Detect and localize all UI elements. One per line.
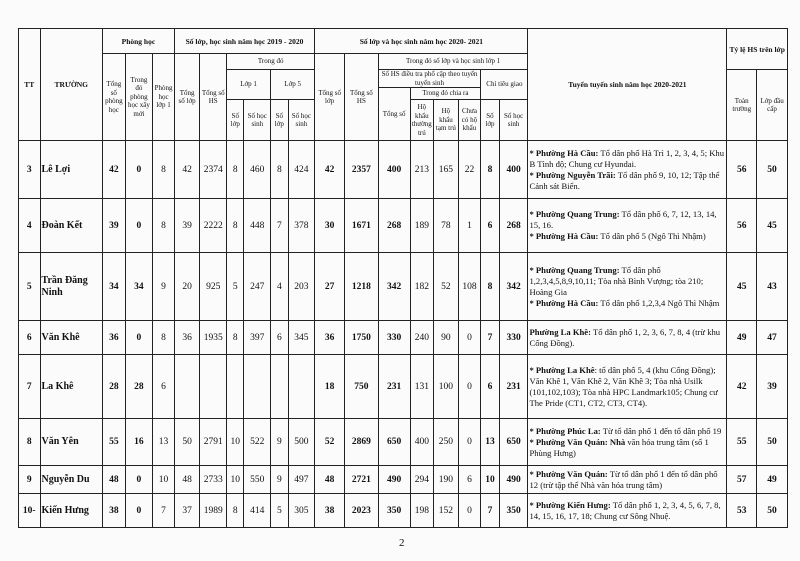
thuong-tru: 240 bbox=[410, 321, 434, 355]
chua-ho-khau: 0 bbox=[458, 419, 481, 466]
lop5-so-lop: 9 bbox=[271, 466, 288, 494]
lop1-so-hs: 460 bbox=[244, 141, 271, 199]
header-lop5-so-hs: Số học sinh bbox=[288, 100, 315, 141]
tong-lop-2020: 27 bbox=[315, 253, 345, 321]
chi-tieu-so-lop: 7 bbox=[481, 494, 499, 528]
ward-name: * Phường Kiến Hưng: bbox=[529, 499, 611, 510]
tong-phong-hoc: 42 bbox=[103, 141, 126, 199]
table-row bbox=[19, 253, 788, 321]
ward-detail: Tổ dân phố Hà Trì 1, 2, 3, 4, 5; Khu B Tình độ; Chung cư Hyundai. bbox=[529, 147, 725, 169]
thuong-tru: 400 bbox=[410, 419, 434, 466]
ward-detail: Tổ dân phố 9, 10, 12; Tập thể Cảnh sát Biển. bbox=[529, 169, 720, 191]
thuong-tru: 213 bbox=[410, 141, 434, 199]
ty-le-dau-cap: 50 bbox=[757, 141, 788, 199]
tong-phong-hoc: 34 bbox=[103, 253, 126, 321]
school-name: Kiến Hưng bbox=[40, 494, 103, 528]
tong-lop-2019: 36 bbox=[174, 321, 200, 355]
header-ct-so-hs: Số học sinh bbox=[499, 100, 528, 141]
tong-hs-2020: 2357 bbox=[344, 141, 378, 199]
phong-hoc-lop1: 8 bbox=[153, 321, 175, 355]
ward-detail: Tổ dân phố 5 (Ngô Thì Nhậm) bbox=[598, 231, 706, 241]
lop5-so-lop: 7 bbox=[271, 199, 288, 253]
table-row bbox=[19, 141, 788, 199]
chi-tieu-so-lop: 10 bbox=[481, 466, 499, 494]
ward-detail: văn hóa trung tâm (số 1 Phùng Hưng) bbox=[529, 436, 709, 458]
tong-lop-2019: 42 bbox=[174, 141, 200, 199]
phong-hoc-lop1: 8 bbox=[153, 199, 175, 253]
lop5-so-hs: 305 bbox=[288, 494, 315, 528]
ty-le-dau-cap: 49 bbox=[757, 466, 788, 494]
lop5-so-lop: 6 bbox=[271, 321, 288, 355]
tong-phong-hoc: 36 bbox=[103, 321, 126, 355]
header-lop1-so-lop: Số lớp bbox=[227, 100, 244, 141]
tuyen-sinh-area bbox=[528, 321, 727, 355]
tong-lop-2020: 52 bbox=[315, 419, 345, 466]
tam-tru: 78 bbox=[434, 199, 459, 253]
ward-name: * Phường Hà Cầu: bbox=[529, 147, 599, 158]
dieu-tra-tong-so: 268 bbox=[378, 199, 410, 253]
dieu-tra-tong-so: 330 bbox=[378, 321, 410, 355]
tong-lop-2020: 42 bbox=[315, 141, 345, 199]
school-name: La Khê bbox=[40, 355, 103, 419]
dieu-tra-tong-so: 231 bbox=[378, 355, 410, 419]
lop1-so-lop bbox=[227, 355, 244, 419]
header-tong-so-hs-2020: Tổng số HS bbox=[344, 54, 378, 141]
header-trong-do: Trong đó bbox=[227, 54, 315, 70]
ward-detail: Tổ dân phố 1,2,3,4,5,8,9,10,11; Tòa nhà Bình Vượng; tòa 210; Hoàng Gia bbox=[529, 264, 704, 297]
header-tuyen-sinh: Tuyển tuyển sinh năm học 2020-2021 bbox=[528, 29, 727, 141]
tong-lop-2019: 20 bbox=[174, 253, 200, 321]
phong-xay-moi: 0 bbox=[125, 199, 153, 253]
chi-tieu-so-lop: 6 bbox=[481, 199, 499, 253]
school-table bbox=[18, 28, 788, 528]
school-name: Nguyễn Du bbox=[40, 466, 103, 494]
phong-hoc-lop1: 7 bbox=[153, 494, 175, 528]
header-ty-le: Tỷ lệ HS trên lớp bbox=[727, 29, 788, 70]
lop5-so-hs: 378 bbox=[288, 199, 315, 253]
lop1-so-lop: 10 bbox=[227, 466, 244, 494]
tong-hs-2020: 1750 bbox=[344, 321, 378, 355]
row-number: 6 bbox=[19, 321, 41, 355]
table-row bbox=[19, 355, 788, 419]
phong-xay-moi: 16 bbox=[125, 419, 153, 466]
header-tt: TT bbox=[19, 29, 41, 141]
lop5-so-hs bbox=[288, 355, 315, 419]
lop5-so-hs: 500 bbox=[288, 419, 315, 466]
ward-name: * Phường Nguyễn Trãi: bbox=[529, 169, 616, 180]
ward-name: * Phường Quang Trung: bbox=[529, 209, 620, 219]
phong-xay-moi: 0 bbox=[125, 141, 153, 199]
chi-tieu-so-lop: 13 bbox=[481, 419, 499, 466]
row-number: 9 bbox=[19, 466, 41, 494]
header-dieu-tra: Số HS điều tra phổ cập theo tuyến tuyển sinh bbox=[378, 70, 480, 88]
phong-hoc-lop1: 8 bbox=[153, 141, 175, 199]
phong-xay-moi: 0 bbox=[125, 466, 153, 494]
chi-tieu-so-hs: 350 bbox=[499, 494, 528, 528]
ward-detail: Từ tổ dân phố 1 đến tổ dân phố 12 (trừ tập thể Nhà văn hóa trung tâm) bbox=[529, 468, 718, 490]
header-phong-lop1: Phòng học lớp 1 bbox=[153, 54, 175, 141]
header-toan-truong: Toàn trường bbox=[727, 70, 757, 141]
header-phong-hoc: Phòng học bbox=[103, 29, 175, 54]
phong-xay-moi: 0 bbox=[125, 494, 153, 528]
tuyen-sinh-area bbox=[528, 419, 727, 466]
chi-tieu-so-hs: 490 bbox=[499, 466, 528, 494]
lop1-so-lop: 10 bbox=[227, 419, 244, 466]
thuong-tru: 189 bbox=[410, 199, 434, 253]
chua-ho-khau: 0 bbox=[458, 494, 481, 528]
tong-hs-2020: 2721 bbox=[344, 466, 378, 494]
tong-hs-2019: 2791 bbox=[200, 419, 227, 466]
tong-phong-hoc: 39 bbox=[103, 199, 126, 253]
header-lop1: Lớp 1 bbox=[227, 70, 271, 100]
ty-le-toan-truong: 57 bbox=[727, 466, 757, 494]
chi-tieu-so-hs: 330 bbox=[499, 321, 528, 355]
tam-tru: 250 bbox=[434, 419, 459, 466]
phong-hoc-lop1: 13 bbox=[153, 419, 175, 466]
tong-lop-2020: 38 bbox=[315, 494, 345, 528]
tong-hs-2019: 2374 bbox=[200, 141, 227, 199]
tong-phong-hoc: 28 bbox=[103, 355, 126, 419]
ward-detail: Tổ dân phố 1, 2, 3, 4, 5, 6, 7, 8, 14, 15, 16, 17, 18; Chung cư Sông Nhuệ. bbox=[529, 499, 721, 521]
dieu-tra-tong-so: 350 bbox=[378, 494, 410, 528]
tam-tru: 165 bbox=[434, 141, 459, 199]
table-row bbox=[19, 466, 788, 494]
lop1-so-hs: 414 bbox=[244, 494, 271, 528]
chi-tieu-so-hs: 268 bbox=[499, 199, 528, 253]
lop5-so-hs: 203 bbox=[288, 253, 315, 321]
ward-detail: Tổ dân phố 6, 7, 12, 13, 14, 15, 16. bbox=[529, 209, 717, 230]
ward-name: * Phường Quang Trung: bbox=[529, 264, 620, 275]
phong-hoc-lop1: 6 bbox=[153, 355, 175, 419]
header-nam-hoc-2020: Số lớp và học sinh năm học 2020- 2021 bbox=[315, 29, 528, 54]
ward-name: * Phường Hà Cầu: bbox=[529, 231, 599, 241]
lop1-so-hs bbox=[244, 355, 271, 419]
ward-name: * Phường Văn Quán: Nhà bbox=[529, 436, 626, 447]
tong-phong-hoc: 38 bbox=[103, 494, 126, 528]
header-tong-so-hs-2019: Tổng số HS bbox=[200, 54, 227, 141]
school-name: Văn Khê bbox=[40, 321, 103, 355]
phong-xay-moi: 28 bbox=[125, 355, 153, 419]
phong-hoc-lop1: 9 bbox=[153, 253, 175, 321]
tong-lop-2019 bbox=[174, 355, 200, 419]
chua-ho-khau: 1 bbox=[458, 199, 481, 253]
header-lop5-so-lop: Số lớp bbox=[271, 100, 288, 141]
tuyen-sinh-area bbox=[528, 355, 727, 419]
ty-le-toan-truong: 53 bbox=[727, 494, 757, 528]
tong-hs-2020: 2869 bbox=[344, 419, 378, 466]
lop1-so-hs: 522 bbox=[244, 419, 271, 466]
header-truong: TRƯỜNG bbox=[40, 29, 103, 141]
chua-ho-khau: 0 bbox=[458, 355, 481, 419]
header-chia-ra: Trong đó chia ra bbox=[410, 88, 481, 100]
school-name: Đoàn Kết bbox=[40, 199, 103, 253]
tong-hs-2020: 2023 bbox=[344, 494, 378, 528]
tuyen-sinh-area bbox=[528, 494, 727, 528]
lop5-so-lop: 9 bbox=[271, 419, 288, 466]
header-tong-so-lop-2020: Tổng số lớp bbox=[315, 54, 345, 141]
tong-hs-2019: 1935 bbox=[200, 321, 227, 355]
lop1-so-lop: 8 bbox=[227, 321, 244, 355]
ty-le-toan-truong: 45 bbox=[727, 253, 757, 321]
ty-le-dau-cap: 39 bbox=[757, 355, 788, 419]
tong-hs-2019 bbox=[200, 355, 227, 419]
tam-tru: 190 bbox=[434, 466, 459, 494]
header-lop5: Lớp 5 bbox=[271, 70, 315, 100]
lop5-so-lop bbox=[271, 355, 288, 419]
tong-lop-2020: 30 bbox=[315, 199, 345, 253]
thuong-tru: 182 bbox=[410, 253, 434, 321]
header-nam-hoc-2019: Số lớp, học sinh năm học 2019 - 2020 bbox=[174, 29, 314, 54]
dieu-tra-tong-so: 400 bbox=[378, 141, 410, 199]
chi-tieu-so-lop: 8 bbox=[481, 253, 499, 321]
lop1-so-hs: 397 bbox=[244, 321, 271, 355]
chi-tieu-so-lop: 8 bbox=[481, 141, 499, 199]
ty-le-toan-truong: 55 bbox=[727, 419, 757, 466]
tong-hs-2020: 750 bbox=[344, 355, 378, 419]
header-trong-do-lop1: Trong đó số lớp và học sinh lớp 1 bbox=[378, 54, 528, 70]
ty-le-toan-truong: 56 bbox=[727, 141, 757, 199]
header-tong-so: Tổng số bbox=[378, 88, 410, 141]
chua-ho-khau: 108 bbox=[458, 253, 481, 321]
chua-ho-khau: 22 bbox=[458, 141, 481, 199]
ward-name: * Phường Phúc La: bbox=[529, 425, 601, 436]
lop1-so-hs: 247 bbox=[244, 253, 271, 321]
ty-le-toan-truong: 49 bbox=[727, 321, 757, 355]
tong-phong-hoc: 55 bbox=[103, 419, 126, 466]
chi-tieu-so-lop: 7 bbox=[481, 321, 499, 355]
chi-tieu-so-hs: 650 bbox=[499, 419, 528, 466]
lop5-so-lop: 8 bbox=[271, 141, 288, 199]
tuyen-sinh-area bbox=[528, 466, 727, 494]
header-chua-ho-khau: Chưa có hộ khẩu bbox=[458, 100, 481, 141]
header-lop-dau-cap: Lớp đầu cấp bbox=[757, 70, 788, 141]
row-number: 5 bbox=[19, 253, 41, 321]
ward-name: * Phường La Khê bbox=[529, 364, 595, 375]
ty-le-dau-cap: 50 bbox=[757, 419, 788, 466]
row-number: 4 bbox=[19, 199, 41, 253]
school-name: Lê Lợi bbox=[40, 141, 103, 199]
header-lop1-so-hs: Số học sinh bbox=[244, 100, 271, 141]
ty-le-dau-cap: 47 bbox=[757, 321, 788, 355]
ward-detail: : tổ dân phố 5, 4 (khu Cống Đồng); Văn Khê 1, Văn Khê 2, Văn Khê 3; Tòa nhà Usilk (101,102,103); Tòa nhà HPC Landmark105; Chung cư The Pride (CT1, CT2, CT3, CT4). bbox=[529, 364, 718, 408]
lop5-so-hs: 497 bbox=[288, 466, 315, 494]
tuyen-sinh-area bbox=[528, 141, 727, 199]
chi-tieu-so-hs: 231 bbox=[499, 355, 528, 419]
header-tam-tru: Hộ khẩu tạm trú bbox=[434, 100, 459, 141]
dieu-tra-tong-so: 342 bbox=[378, 253, 410, 321]
ward-name: * Phường Văn Quán: bbox=[529, 468, 608, 479]
phong-hoc-lop1: 10 bbox=[153, 466, 175, 494]
phong-xay-moi: 0 bbox=[125, 321, 153, 355]
table-row bbox=[19, 321, 788, 355]
thuong-tru: 294 bbox=[410, 466, 434, 494]
tam-tru: 152 bbox=[434, 494, 459, 528]
dieu-tra-tong-so: 490 bbox=[378, 466, 410, 494]
tong-phong-hoc: 48 bbox=[103, 466, 126, 494]
table-row bbox=[19, 199, 788, 253]
lop1-so-lop: 8 bbox=[227, 141, 244, 199]
chua-ho-khau: 0 bbox=[458, 321, 481, 355]
chi-tieu-so-hs: 400 bbox=[499, 141, 528, 199]
tong-hs-2019: 1989 bbox=[200, 494, 227, 528]
tong-hs-2019: 925 bbox=[200, 253, 227, 321]
school-name: Văn Yên bbox=[40, 419, 103, 466]
tong-lop-2020: 36 bbox=[315, 321, 345, 355]
thuong-tru: 131 bbox=[410, 355, 434, 419]
header-thuong-tru: Hộ khẩu thường trú bbox=[410, 100, 434, 141]
lop1-so-lop: 8 bbox=[227, 494, 244, 528]
ward-name: * Phường Hà Cầu: bbox=[529, 297, 599, 308]
tong-lop-2019: 37 bbox=[174, 494, 200, 528]
row-number: 10- bbox=[19, 494, 41, 528]
header-xay-moi: Trong đó phòng học xây mới bbox=[125, 54, 153, 141]
tuyen-sinh-area bbox=[528, 199, 727, 253]
ward-detail: Tổ dân phố 1,2,3,4 Ngô Thì Nhậm bbox=[598, 297, 720, 308]
table-row bbox=[19, 494, 788, 528]
tong-hs-2020: 1671 bbox=[344, 199, 378, 253]
row-number: 3 bbox=[19, 141, 41, 199]
tuyen-sinh-area bbox=[528, 253, 727, 321]
tong-lop-2020: 48 bbox=[315, 466, 345, 494]
header-tong-so-phong-hoc: Tổng số phòng học bbox=[103, 54, 126, 141]
ty-le-dau-cap: 43 bbox=[757, 253, 788, 321]
tong-hs-2019: 2733 bbox=[200, 466, 227, 494]
table-body bbox=[19, 141, 788, 528]
lop1-so-hs: 448 bbox=[244, 199, 271, 253]
tong-lop-2019: 39 bbox=[174, 199, 200, 253]
header-tong-so-lop-2019: Tổng số lớp bbox=[174, 54, 200, 141]
lop5-so-lop: 5 bbox=[271, 494, 288, 528]
dieu-tra-tong-so: 650 bbox=[378, 419, 410, 466]
ward-detail: Từ tổ dân phố 1 đến tổ dân phố 19 bbox=[600, 425, 722, 436]
tam-tru: 52 bbox=[434, 253, 459, 321]
tong-lop-2020: 18 bbox=[315, 355, 345, 419]
tong-hs-2020: 1218 bbox=[344, 253, 378, 321]
lop1-so-lop: 8 bbox=[227, 199, 244, 253]
tam-tru: 90 bbox=[434, 321, 459, 355]
header-chi-tieu: Chỉ tiêu giao bbox=[481, 70, 528, 100]
chi-tieu-so-hs: 342 bbox=[499, 253, 528, 321]
row-number: 7 bbox=[19, 355, 41, 419]
ty-le-dau-cap: 50 bbox=[757, 494, 788, 528]
tam-tru: 100 bbox=[434, 355, 459, 419]
ty-le-dau-cap: 45 bbox=[757, 199, 788, 253]
header-ct-so-lop: Số lớp bbox=[481, 100, 499, 141]
thuong-tru: 198 bbox=[410, 494, 434, 528]
page-number: 2 bbox=[399, 537, 405, 549]
chua-ho-khau: 6 bbox=[458, 466, 481, 494]
ty-le-toan-truong: 56 bbox=[727, 199, 757, 253]
ward-name: Phường La Khê: bbox=[529, 326, 591, 337]
row-number: 8 bbox=[19, 419, 41, 466]
ward-detail: Tổ dân phố 1, 2, 3, 6, 7, 8, 4 (trừ khu Cống Đồng). bbox=[529, 326, 721, 348]
lop5-so-lop: 4 bbox=[271, 253, 288, 321]
chi-tieu-so-lop: 6 bbox=[481, 355, 499, 419]
lop5-so-hs: 345 bbox=[288, 321, 315, 355]
tong-lop-2019: 50 bbox=[174, 419, 200, 466]
school-name: Trần Đăng Ninh bbox=[40, 253, 103, 321]
tong-hs-2019: 2222 bbox=[200, 199, 227, 253]
lop5-so-hs: 424 bbox=[288, 141, 315, 199]
lop1-so-lop: 5 bbox=[227, 253, 244, 321]
table-row bbox=[19, 419, 788, 466]
ty-le-toan-truong: 42 bbox=[727, 355, 757, 419]
tong-lop-2019: 48 bbox=[174, 466, 200, 494]
phong-xay-moi: 34 bbox=[125, 253, 153, 321]
lop1-so-hs: 550 bbox=[244, 466, 271, 494]
